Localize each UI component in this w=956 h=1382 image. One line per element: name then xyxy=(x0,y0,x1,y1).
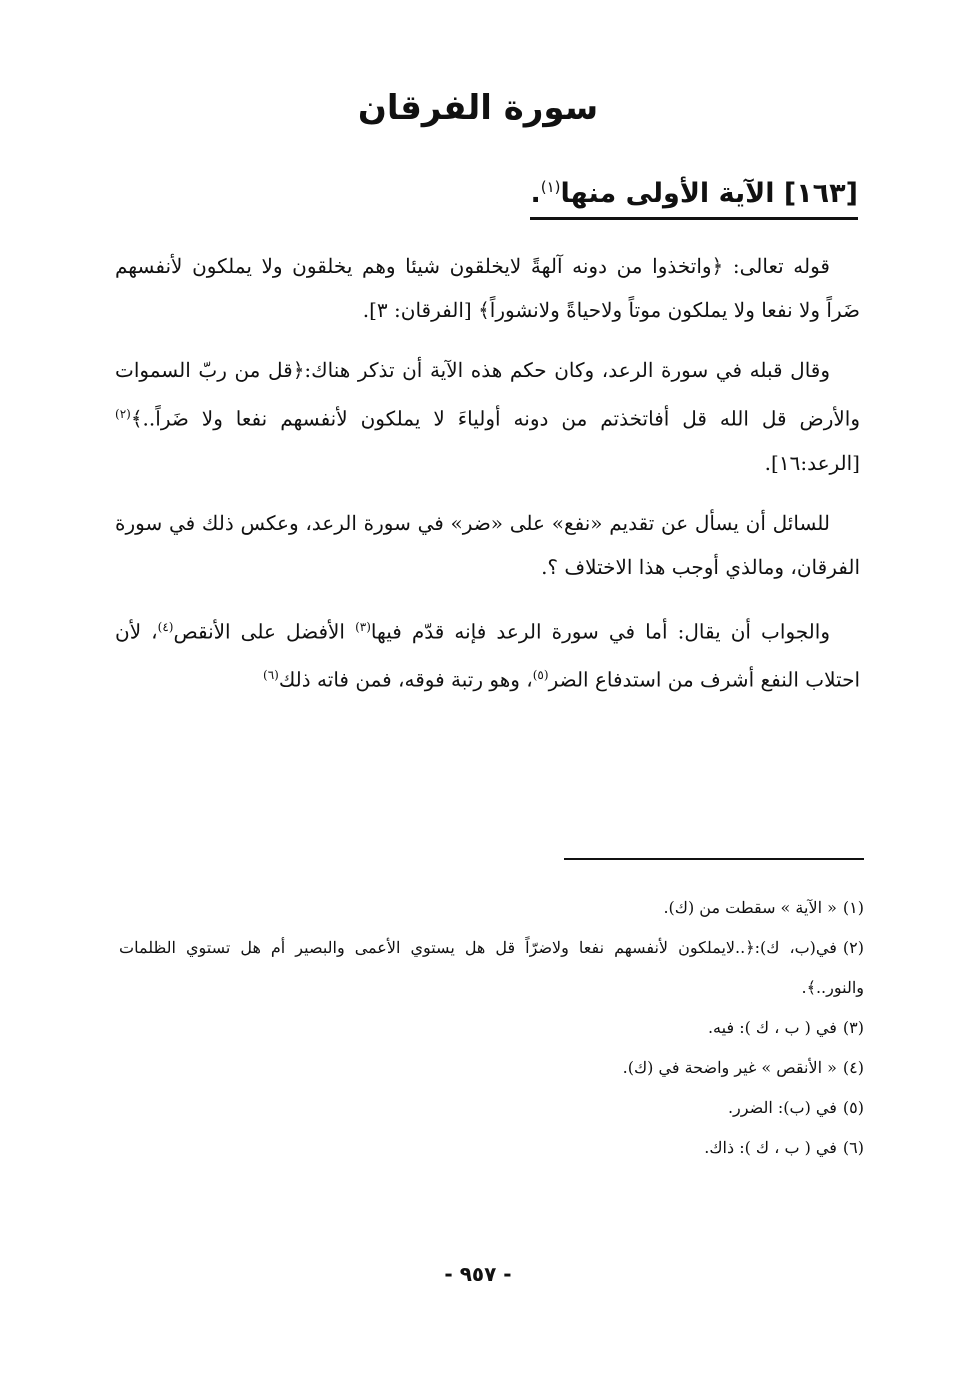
page-number: - ٩٥٧ - xyxy=(444,1262,512,1286)
footnote-item xyxy=(119,1008,864,1048)
paragraph-tail: ، وهو رتبة فوقه، فمن فاته ذلك xyxy=(278,667,533,692)
footnote-item xyxy=(119,1128,864,1168)
footnote-ref: (٣) xyxy=(355,619,371,634)
paragraph xyxy=(115,605,860,702)
footnote-text: في (ب): الضرر. xyxy=(727,1098,837,1117)
paragraph-tail: ، لأن احتلاب النفع أشرف من استدفاع الضر xyxy=(115,619,860,692)
footnotes-list xyxy=(119,888,864,1168)
body-text xyxy=(115,244,860,718)
paragraph xyxy=(115,348,860,485)
footnote-item xyxy=(119,1048,864,1088)
paragraph-text: للسائل أن يسأل عن تقديم «نفع» على «ضر» في سورة الرعد، وعكس ذلك في سورة الفرقان، ومالذي أوجب هذا الاختلاف ؟. xyxy=(115,510,860,579)
footnote-number: (١) xyxy=(842,898,864,917)
footnote-text: « الآية » سقطت من (ك). xyxy=(663,898,837,917)
footnote-item xyxy=(119,888,864,928)
paragraph-text: وقال قبله في سورة الرعد، وكان حكم هذه الآية أن تذكر هناك:﴿قل من ربّ السموات والأرض قل الله قل أفاتخذتم من دونه أولياءَ لا يملكون لأنفسهم نفعا ولا ضَراً..﴾ xyxy=(115,358,860,431)
footnote-ref: (٥) xyxy=(532,668,549,683)
footnote-text: « الأنقص » غير واضحة في (ك). xyxy=(622,1058,837,1077)
footnote-number: (٤) xyxy=(842,1058,864,1077)
paragraph-tail: الأفضل على الأنقص xyxy=(173,619,345,644)
footnote-number: (٣) xyxy=(842,1018,864,1037)
footnote-text: في ( ب ، ك ): ذاك. xyxy=(704,1138,837,1157)
footnote-divider xyxy=(564,858,864,860)
footnote-ref: (٦) xyxy=(263,668,279,683)
paragraph-text: قوله تعالى: ﴿واتخذوا من دونه آلهةً لايخلقون شيئا وهم يخلقون ولا يملكون لأنفسهم ضَراً ولا نفعا ولا يملكون موتاً ولاحياةً ولانشوراً﴾ [الفرقان: ٣]. xyxy=(115,254,860,322)
footnote-ref: (٤) xyxy=(157,619,174,634)
footnote-number: (٢) xyxy=(842,938,864,957)
paragraph xyxy=(115,501,860,589)
section-heading-text: [١٦٣] الآية الأولى منها xyxy=(560,178,858,209)
paragraph-text: والجواب أن يقال: أما في سورة الرعد فإنه قدّم فيها xyxy=(370,619,830,644)
paragraph xyxy=(115,244,860,332)
footnote-item xyxy=(119,1088,864,1128)
footnote-text: في(ب، ك):﴿..لايملكون لأنفسهم نفعا ولاضرّاً قل هل يستوي الأعمى والبصير أم هل تستوي الظلمات والنور..﴾. xyxy=(119,938,864,997)
heading-end-mark: . xyxy=(530,178,541,209)
footnote-item xyxy=(119,928,864,1008)
footnote-ref: (٢) xyxy=(115,407,131,421)
footnote-text: في ( ب ، ك ): فيه. xyxy=(707,1018,837,1037)
footnote-ref: (١) xyxy=(540,178,561,196)
paragraph-tail: [الرعد:١٦]. xyxy=(764,450,860,475)
footnote-number: (٥) xyxy=(842,1098,864,1117)
section-heading xyxy=(530,178,858,220)
surah-title: سورة الفرقان xyxy=(357,88,599,128)
footnote-number: (٦) xyxy=(842,1138,864,1157)
